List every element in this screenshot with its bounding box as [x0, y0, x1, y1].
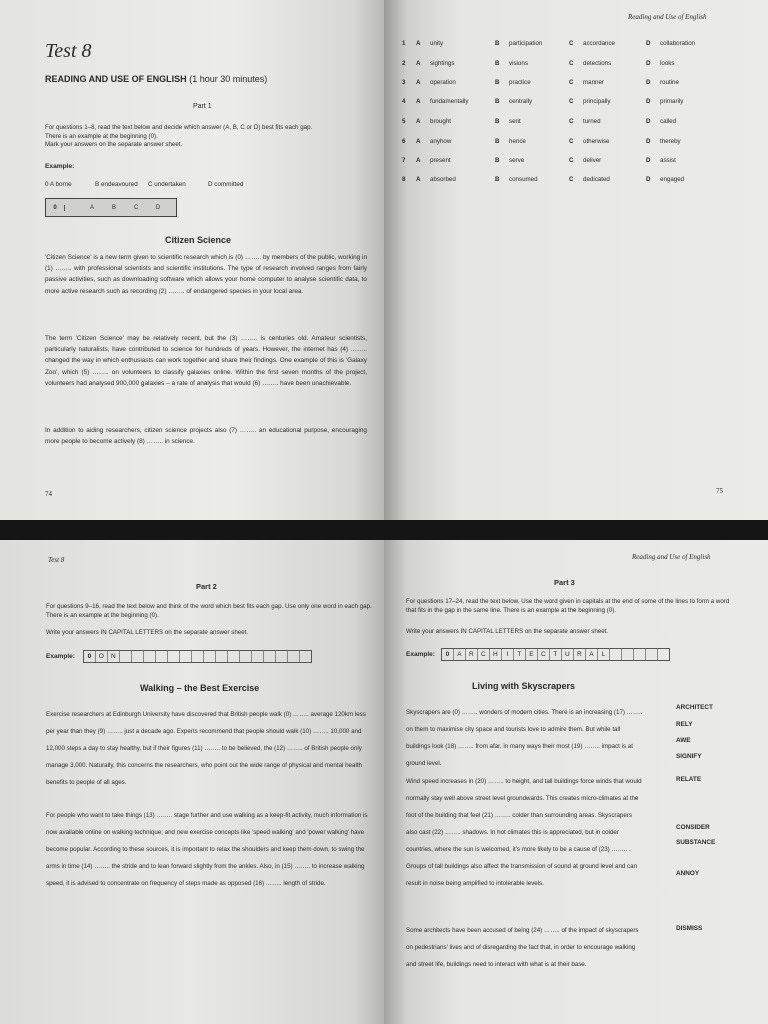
instructions: For questions 9–16, read the text below and think of the word which best fits each gap. Use only one word in each gap. There is an example at the beginning (0). — [46, 603, 372, 619]
example-row: Example: 0 O N — [46, 650, 312, 663]
keyword-signify: SIGNIFY — [676, 753, 702, 760]
keyword-consider: CONSIDER — [676, 824, 710, 831]
option-row-8: 8 A absorbed B consumed C dedicated D engaged — [402, 176, 685, 183]
text-paragraph-3: Some architects have been accused of being (24) …….. of the impact of skyscrapers on pedestrians' lives and of disregarding the fact that, in order to encourage walking and street life, buildings need to interact with what is at their base. — [406, 927, 639, 968]
running-head: Reading and Use of English — [632, 553, 711, 561]
keyword-annoy: ANNOY — [676, 870, 700, 877]
page-77 — [384, 540, 768, 1024]
test-title: Test 8 — [45, 40, 92, 62]
example-answer-grid: 0 A B C D — [45, 198, 177, 217]
text-paragraph-2: Wind speed increases in (20) …….. to height, and tall buildings force winds that would normally stay well above street level groundwards. This creates micro-climates at the foot of the building that feel (21) …….. colder than surrounding areas. Skyscrapers also cast (22) …….. shadows. In hot climates this is appreciated, but in colder countries, where the sun is welcomed, it's more likely to be a cause of (23) …….. . Groups of tall buildings also affect the transmission of sound at ground level and can result in noise being amplified to intolerable levels. — [406, 778, 642, 887]
instructions: For questions 1–8, read the text below and decide which answer (A, B, C or D) best fits each gap. There is an example at the beginning (0). Mark your answers on the separate answer sheet. — [45, 124, 313, 149]
example-answer-boxes: 0 A R C H I T E C T U R A L — [441, 648, 670, 661]
text-paragraph-1: Skyscrapers are (0) …….. wonders of modern cities. There is an increasing (17) …….. on them to maximise city space and tourists love to admire them. But while tall buildings look (18) …….. from afar, in many ways their most (19) …….. impact is at ground level. — [406, 709, 643, 767]
page-number: 75 — [716, 487, 723, 495]
keyword-architect: ARCHITECT — [676, 704, 713, 711]
section-heading: READING AND USE OF ENGLISH (1 hour 30 minutes) — [45, 74, 268, 84]
example-label: Example: — [45, 163, 75, 170]
running-head: Reading and Use of English — [628, 13, 707, 21]
keyword-substance: SUBSTANCE — [676, 839, 716, 846]
part-label: Part 1 — [193, 103, 212, 110]
page-75 — [384, 0, 768, 520]
page-gap — [0, 520, 768, 540]
running-head: Test 8 — [48, 556, 65, 564]
keyword-awe: AWE — [676, 737, 691, 744]
keyword-rely: RELY — [676, 721, 693, 728]
option-row-3: 3 A operation B practice C manner D routine — [402, 79, 679, 86]
option-row-1: 1 A unity B participation C accordance D collaboration — [402, 40, 696, 47]
text-title: Walking – the Best Exercise — [140, 683, 260, 693]
instructions: For questions 17–24, read the text below. Use the word given in capitals at the end of some of the lines to form a word that fits in the gap in the same line. There is an example at the beginning (0). — [406, 598, 730, 614]
text-paragraph-2: The term 'Citizen Science' may be relatively recent, but the (3) …….. is centuries old. Amateur scientists, particularly naturalists, have contributed to science for hundreds of years. However, the internet has (4) …….. changed the way in which enthusiasts can work together and share their findings. One example of this is 'Galaxy Zoo', which (5) …….. on volunteers to classify galaxies online. Within the first seven months of the project, volunteers had analysed 900,000 galaxies – a rate of analysis that would (6) …….. have been unachievable. — [45, 335, 367, 387]
page-74 — [0, 0, 384, 520]
option-row-7: 7 A present B serve C deliver D assist — [402, 157, 676, 164]
answer-instructions: Write your answers IN CAPITAL LETTERS on the separate answer sheet. — [46, 629, 249, 636]
option-row-2: 2 A sightings B visions C detections D looks — [402, 60, 675, 67]
example-options: 0 A borne B endeavoured C undertaken D committed — [45, 181, 244, 188]
page-76 — [0, 540, 384, 1024]
example-row: Example: 0 A R C H I T E C T U R A L — [406, 648, 670, 661]
text-paragraph-3: In addition to aiding researchers, citizen science projects also (7) …….. an educational purpose, encouraging more people to become actively (8) …….. in science. — [45, 427, 367, 446]
option-row-6: 6 A anyhow B hence C otherwise D thereby — [402, 138, 681, 145]
part-label: Part 2 — [196, 582, 217, 591]
keyword-dismiss: DISMISS — [676, 925, 703, 932]
page-number: 74 — [45, 490, 52, 498]
answer-instructions: Write your answers IN CAPITAL LETTERS on the separate answer sheet. — [406, 628, 609, 635]
option-row-5: 5 A brought B sent C turned D called — [402, 118, 677, 125]
text-paragraph-1: Exercise researchers at Edinburgh University have discovered that British people walk (0) …….. average 120km less per year than they (9) …….. just a decade ago. Experts recommend that people should walk (10) …….. 10,000 and 12,000 steps a day to stay healthy, but if their figures (11) …….. to be believed, the (12) …….. of British people only manage 3,000. Naturally, this concerns the researchers, who point out the wide range of physical and mental health benefits to people of all ages. — [46, 711, 366, 786]
keyword-relate: RELATE — [676, 776, 702, 783]
text-paragraph-1: 'Citizen Science' is a new term given to scientific research which is (0) …….. by members of the public, working in (1) …….. with professional scientists and scientific institutions. The type of research involved ranges from fairly passive activities, such as downloading software which allows your home computer to analyse scientific data, to more active research such as recording (2) …….. of endangered species in your local area. — [45, 254, 367, 295]
option-row-4: 4 A fundamentally B centrally C principally D primarily — [402, 98, 684, 105]
example-answer-boxes: 0 O N — [83, 650, 312, 663]
text-paragraph-2: For people who want to take things (13) …….. stage further and use walking as a keep-fit activity, much information is now available online on walking technique; and new exercise concepts like 'speed walking' and 'power walking' have become popular. According to these sources, it is important to relax the shoulders and keep them down, to swing the arms in time (14) …….. the stride and to lean forward slightly from the ankles. Also, in (15) …….. to increase walking speed, it is advised to concentrate on frequency of steps made as opposed (16) …….. length of stride. — [46, 812, 368, 887]
text-title: Citizen Science — [165, 235, 232, 245]
text-title: Living with Skyscrapers — [472, 681, 576, 691]
part-label: Part 3 — [554, 578, 575, 587]
